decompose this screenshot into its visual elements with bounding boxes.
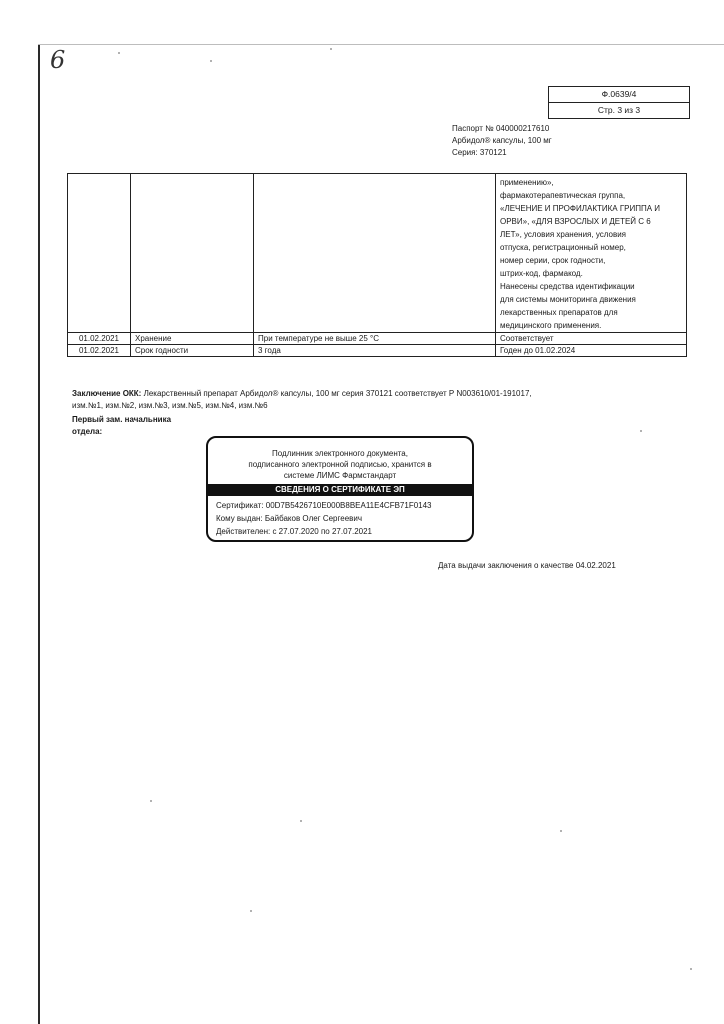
passport-number: Паспорт № 040000217610: [452, 124, 550, 133]
scan-speck: [118, 52, 120, 54]
signer-title: Первый зам. начальника: [72, 415, 172, 424]
issue-date: Дата выдачи заключения о качестве 04.02.2021: [438, 561, 616, 570]
cell-indicator: Срок годности: [131, 345, 254, 357]
page-left-edge: [38, 44, 40, 1024]
result-line: лекарственных препаратов для: [500, 308, 618, 317]
scan-speck: [210, 60, 212, 62]
cell-requirement: 3 года: [254, 345, 496, 357]
quality-table: [67, 173, 687, 357]
scan-speck: [330, 48, 332, 50]
result-line: отпуска, регистрационный номер,: [500, 243, 626, 252]
cell-indicator: Хранение: [131, 333, 254, 345]
result-line: фармакотерапевтическая группа,: [500, 191, 626, 200]
form-code-box: [548, 86, 690, 119]
scan-speck: [560, 830, 562, 832]
handwritten-page-number: 6: [50, 46, 66, 74]
passport-product: Арбидол® капсулы, 100 мг: [452, 136, 552, 145]
conclusion-text: Лекарственный препарат Арбидол® капсулы, 100 мг серия 370121 соответствует Р N003610/01-191017,: [141, 389, 532, 398]
conclusion-block: [72, 388, 632, 412]
cell-date: 01.02.2021: [68, 333, 131, 345]
cell-result: Соответствует: [496, 333, 687, 345]
passport-block: [452, 123, 552, 159]
stamp-certificate: Сертификат: 00D7B5426710E000B8BEA11E4CFB71F0143: [216, 501, 432, 510]
stamp-issued-to: Кому выдан: Байбаков Олег Сергеевич: [216, 514, 363, 523]
table-row: [68, 345, 687, 357]
stamp-line: подписанного электронной подписью, хранится в: [248, 460, 432, 469]
result-line: применению»,: [500, 178, 554, 187]
result-line: «ЛЕЧЕНИЕ И ПРОФИЛАКТИКА ГРИППА И: [500, 204, 661, 213]
result-line: номер серии, срок годности,: [500, 256, 606, 265]
stamp-valid: Действителен: с 27.07.2020 по 27.07.2021: [216, 527, 372, 536]
result-line: медицинского применения.: [500, 321, 602, 330]
page-indicator: Стр. 3 из 3: [549, 102, 689, 118]
scan-speck: [300, 820, 302, 822]
conclusion-line-1: [72, 388, 632, 400]
signer-dept: отдела:: [72, 427, 103, 436]
conclusion-line-2: изм.№1, изм.№2, изм.№3, изм.№5, изм.№4, изм.№6: [72, 401, 268, 410]
stamp-details: [208, 496, 472, 538]
conclusion-label: Заключение ОКК:: [72, 389, 142, 398]
result-line: ОРВИ», «ДЛЯ ВЗРОСЛЫХ И ДЕТЕЙ С 6: [500, 217, 651, 226]
scan-speck: [640, 430, 642, 432]
cell-date: 01.02.2021: [68, 345, 131, 357]
cell-requirement: При температуре не выше 25 °С: [254, 333, 496, 345]
cell-requirement: [254, 174, 496, 333]
table-row-continued: [68, 174, 687, 333]
scan-speck: [150, 800, 152, 802]
result-line: для системы мониторинга движения: [500, 295, 636, 304]
form-code: Ф.0639/4: [601, 89, 637, 99]
electronic-signature-stamp: [206, 436, 474, 542]
stamp-line: системе ЛИМС Фармстандарт: [283, 471, 397, 480]
result-line: Нанесены средства идентификации: [500, 282, 635, 291]
stamp-line: Подлинник электронного документа,: [272, 449, 408, 458]
stamp-header: [208, 438, 472, 481]
table-row: [68, 333, 687, 345]
result-line: штрих-код, фармакод.: [500, 269, 583, 278]
result-line: ЛЕТ», условия хранения, условия: [500, 230, 627, 239]
page-top-edge: [38, 44, 724, 45]
passport-series: Серия: 370121: [452, 148, 507, 157]
scan-speck: [250, 910, 252, 912]
cell-result-description: [496, 174, 687, 333]
signer-block: [72, 414, 171, 438]
stamp-band: СВЕДЕНИЯ О СЕРТИФИКАТЕ ЭП: [208, 484, 472, 496]
cell-date: [68, 174, 131, 333]
scan-speck: [690, 968, 692, 970]
cell-result: Годен до 01.02.2024: [496, 345, 687, 357]
cell-indicator: [131, 174, 254, 333]
